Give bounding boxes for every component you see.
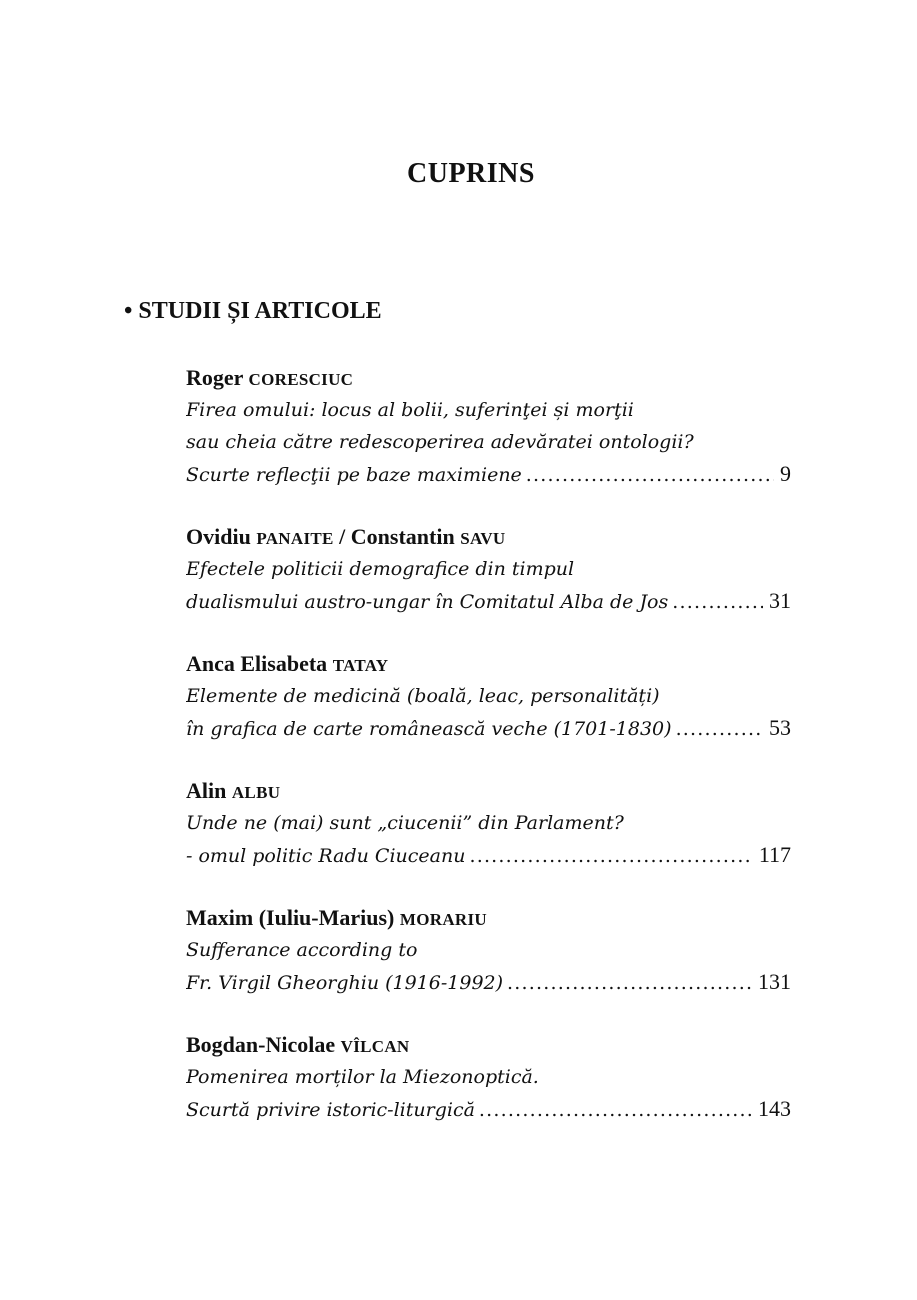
entry-authors xyxy=(186,902,791,934)
entry-title-last-line xyxy=(186,585,791,617)
entry-title-text: Fr. Virgil Gheorghiu (1916-1992) xyxy=(186,972,504,994)
page-number[interactable]: 131 xyxy=(758,969,791,994)
entry-title-last-line xyxy=(186,1093,791,1125)
page-number[interactable]: 53 xyxy=(769,715,791,740)
entry-authors xyxy=(186,648,791,680)
dot-leader xyxy=(479,1094,752,1125)
page-number[interactable]: 31 xyxy=(769,588,791,613)
author-last-name: TATAY xyxy=(332,656,389,675)
author-first-name: Roger xyxy=(186,365,244,390)
toc-entry[interactable] xyxy=(186,1029,791,1125)
entry-authors xyxy=(186,1029,791,1061)
author-first-name: Bogdan-Nicolae xyxy=(186,1032,336,1057)
dot-leader xyxy=(469,840,752,871)
dot-leader xyxy=(526,459,774,490)
author-first-name: Anca Elisabeta xyxy=(186,651,328,676)
dot-leader xyxy=(507,967,752,998)
toc-entry[interactable] xyxy=(186,775,791,871)
toc-list xyxy=(186,362,791,1156)
entry-title-last-line xyxy=(186,458,791,490)
entry-title-line: Efectele politicii demografice din timpul xyxy=(186,558,575,580)
entry-title-last-line xyxy=(186,839,791,871)
author-last-name: SAVU xyxy=(460,529,506,548)
dot-leader xyxy=(672,586,763,617)
toc-entry[interactable] xyxy=(186,648,791,744)
author-first-name: Alin xyxy=(186,778,227,803)
entry-title-text: Scurte reflecţii pe baze maximiene xyxy=(186,464,522,486)
section-heading xyxy=(124,298,382,325)
entry-authors xyxy=(186,362,791,394)
author-last-name: MORARIU xyxy=(399,910,487,929)
entry-title-last-line xyxy=(186,712,791,744)
page-number[interactable]: 117 xyxy=(758,842,791,867)
author-first-name: Constantin xyxy=(350,524,455,549)
entry-title-text: Scurtă privire istoric-liturgică xyxy=(186,1099,475,1121)
toc-entry[interactable] xyxy=(186,362,791,490)
author-first-name: Maxim (Iuliu-Marius) xyxy=(186,905,395,930)
dot-leader xyxy=(676,713,763,744)
toc-entry[interactable] xyxy=(186,521,791,617)
entry-title-line: Sufferance according to xyxy=(186,939,418,961)
author-separator: / xyxy=(339,524,346,549)
entry-title-line: Pomenirea morților la Miezonoptică. xyxy=(186,1066,539,1088)
entry-title-line: Unde ne (mai) sunt „ciucenii” din Parlament? xyxy=(186,812,624,834)
entry-authors xyxy=(186,521,791,553)
entry-title-last-line xyxy=(186,966,791,998)
author-last-name: CORESCIUC xyxy=(248,370,354,389)
page-title: CUPRINS xyxy=(407,158,535,189)
entry-title-line: sau cheia către redescoperirea adevăratei ontologii? xyxy=(186,431,694,453)
section-title: STUDII ȘI ARTICOLE xyxy=(138,298,382,324)
author-last-name: ALBU xyxy=(231,783,281,802)
author-first-name: Ovidiu xyxy=(186,524,251,549)
bullet-icon: • xyxy=(124,298,133,324)
page-number[interactable]: 9 xyxy=(780,461,791,486)
toc-entry[interactable] xyxy=(186,902,791,998)
entry-authors xyxy=(186,775,791,807)
entry-title-line: Firea omului: locus al bolii, suferinţei și morţii xyxy=(186,399,634,421)
entry-title-line: Elemente de medicină (boală, leac, personalități) xyxy=(186,685,660,707)
entry-title-text: - omul politic Radu Ciuceanu xyxy=(186,845,466,867)
author-last-name: PANAITE xyxy=(256,529,334,548)
page-number[interactable]: 143 xyxy=(758,1096,791,1121)
entry-title-text: în grafica de carte românească veche (1701-1830) xyxy=(186,718,672,740)
author-last-name: VÎLCAN xyxy=(340,1037,410,1056)
entry-title-text: dualismului austro-ungar în Comitatul Alba de Jos xyxy=(186,591,669,613)
